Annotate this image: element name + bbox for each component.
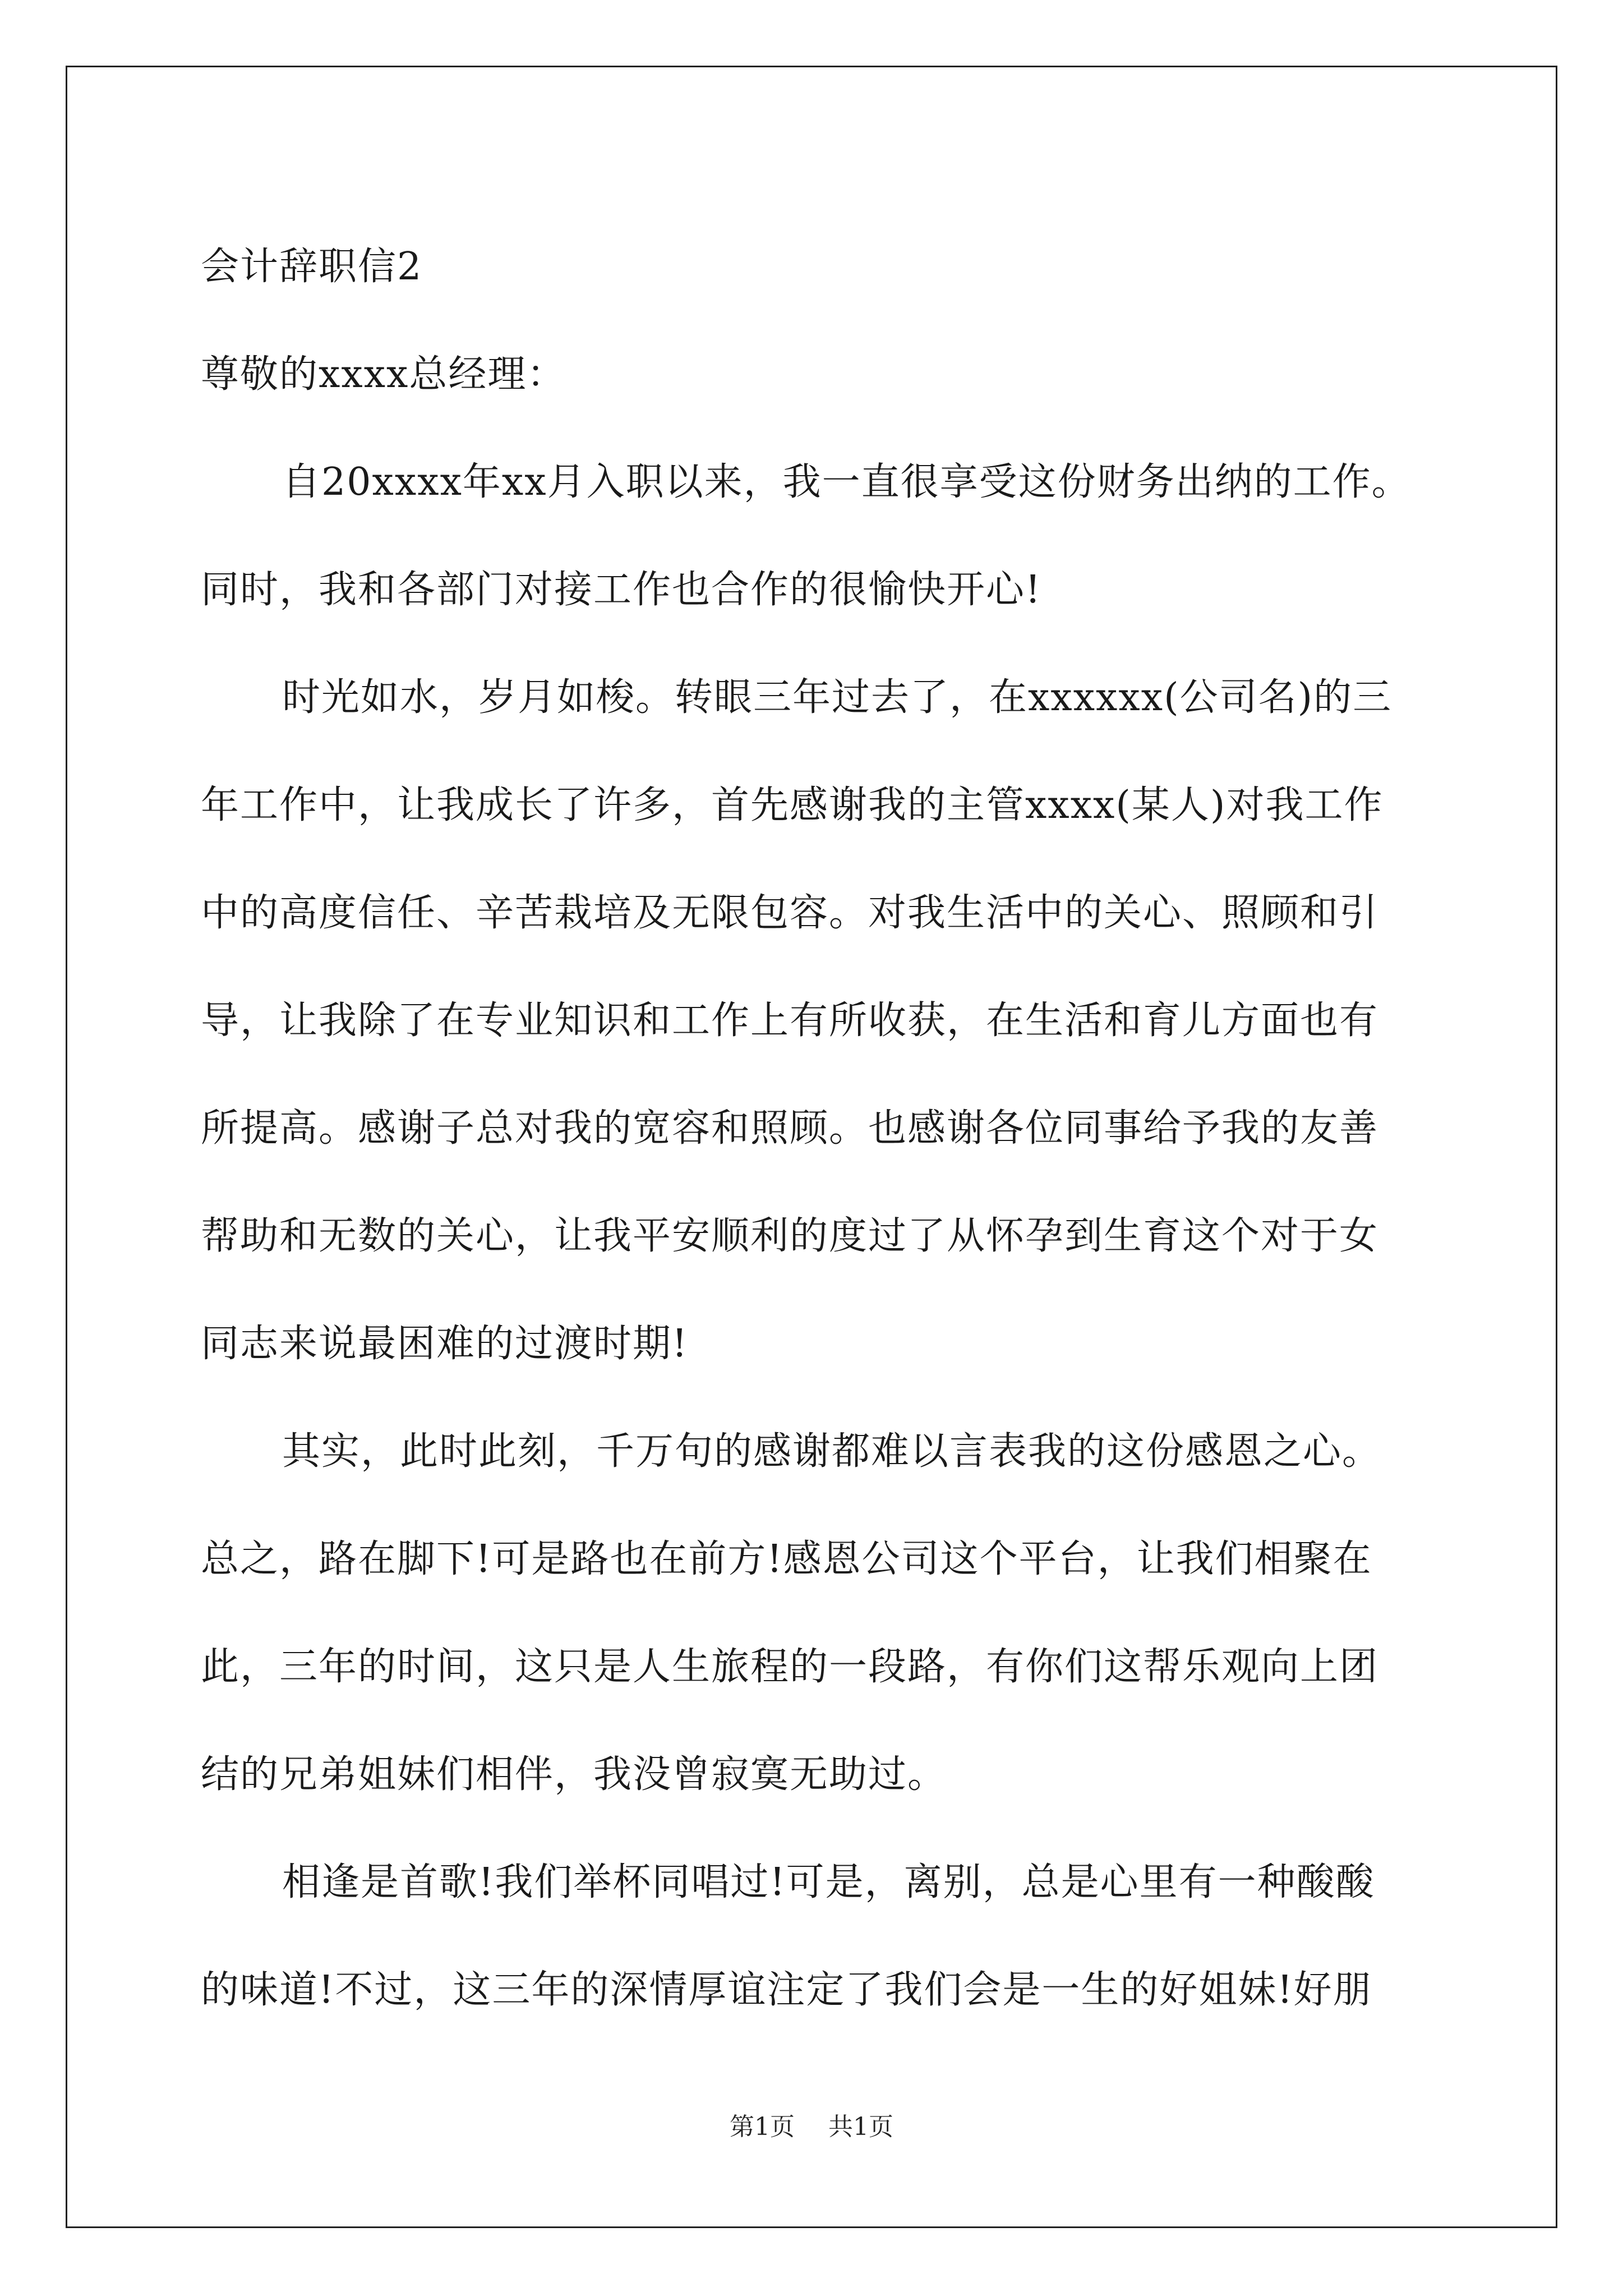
page-footer — [0, 2110, 1623, 2144]
body-line: 的味道!不过，这三年的深情厚谊注定了我们会是一生的好姐妹!好朋 — [201, 1968, 1372, 2012]
body-line: 中的高度信任、辛苦栽培及无限包容。对我生活中的关心、照顾和引 — [201, 891, 1379, 935]
body-line: 总之，路在脚下!可是路也在前方!感恩公司这个平台，让我们相聚在 — [201, 1537, 1372, 1581]
body-line: 所提高。感谢子总对我的宽容和照顾。也感谢各位同事给予我的友善 — [201, 1106, 1379, 1151]
document-title: 会计辞职信2 — [201, 245, 423, 289]
page-number: 第1页 — [730, 2113, 795, 2141]
body-line: 同志来说最困难的过渡时期! — [201, 1322, 689, 1366]
body-line: 此，三年的时间，这只是人生旅程的一段路，有你们这帮乐观向上团 — [201, 1645, 1379, 1689]
body-line: 导，让我除了在专业知识和工作上有所收获，在生活和育儿方面也有 — [201, 999, 1379, 1043]
body-line: 年工作中，让我成长了许多，首先感谢我的主管xxxx(某人)对我工作 — [201, 783, 1384, 827]
salutation: 尊敬的xxxx总经理： — [201, 352, 566, 397]
page-total: 共1页 — [828, 2113, 893, 2141]
body-line: 其实，此时此刻，千万句的感谢都难以言表我的这份感恩之心。 — [282, 1429, 1382, 1474]
body-line: 结的兄弟姐妹们相伴，我没曾寂寞无助过。 — [201, 1752, 947, 1797]
body-line: 相逢是首歌!我们举杯同唱过!可是，离别，总是心里有一种酸酸 — [282, 1860, 1375, 1904]
body-line: 自20xxxx年xx月入职以来，我一直很享受这份财务出纳的工作。 — [282, 460, 1411, 504]
body-line: 同时，我和各部门对接工作也合作的很愉快开心! — [201, 568, 1042, 612]
body-line: 帮助和无数的关心，让我平安顺利的度过了从怀孕到生育这个对于女 — [201, 1214, 1379, 1258]
body-line: 时光如水，岁月如梭。转眼三年过去了，在xxxxxx(公司名)的三 — [282, 675, 1393, 720]
letter-body — [201, 213, 1435, 2044]
